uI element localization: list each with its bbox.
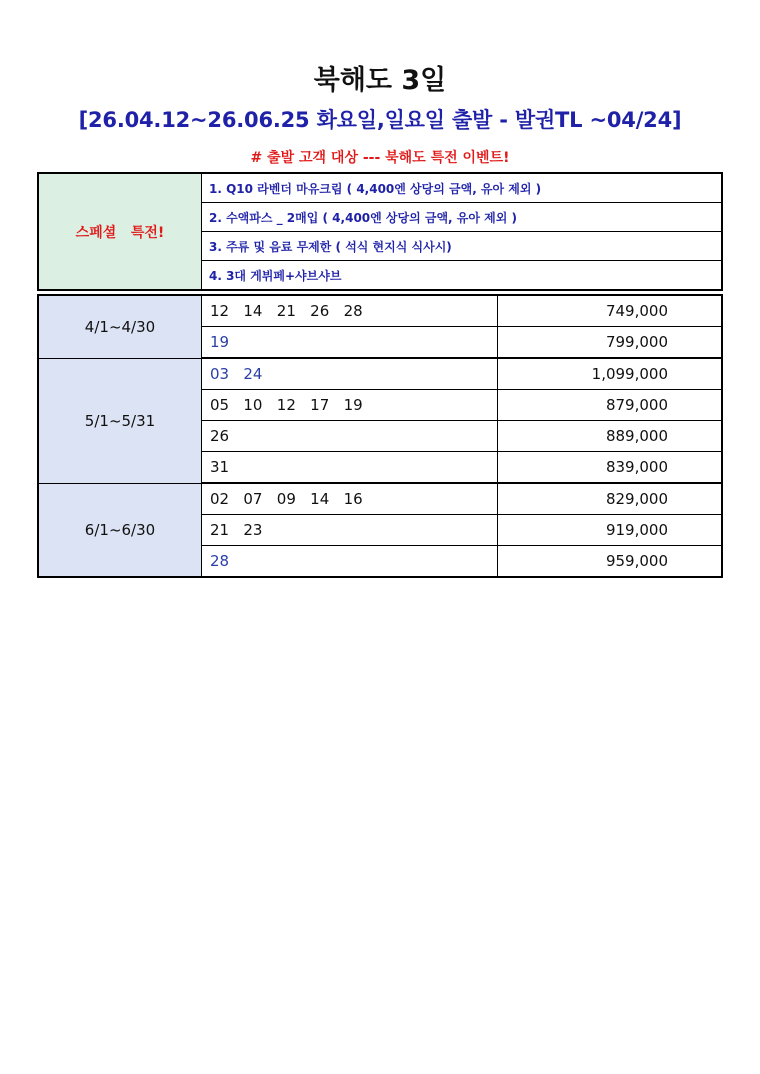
departure-dates: 03 24 (202, 358, 498, 390)
special-row (38, 173, 722, 203)
table-row (38, 358, 722, 390)
price-cell: 799,000 (498, 327, 723, 359)
period-cell: 6/1~6/30 (38, 483, 202, 577)
page-subtitle: [26.04.12~26.06.25 화요일,일요일 출발 - 발권TL ~04/24] (78, 108, 682, 132)
departure-dates: 28 (202, 546, 498, 578)
price-cell: 879,000 (498, 390, 723, 421)
price-table (37, 294, 723, 578)
price-cell: 889,000 (498, 421, 723, 452)
price-cell: 919,000 (498, 515, 723, 546)
special-benefit-item: 1. Q10 라벤더 마유크림 ( 4,400엔 상당의 금액, 유아 제외 ) (202, 173, 723, 203)
departure-dates: 05 10 12 17 19 (202, 390, 498, 421)
special-benefit-item: 3. 주류 및 음료 무제한 ( 석식 현지식 식사시) (202, 232, 723, 261)
departure-dates: 12 14 21 26 28 (202, 295, 498, 327)
table-row (38, 295, 722, 327)
event-notice: # 출발 고객 대상 --- 북해도 특전 이벤트! (250, 150, 510, 166)
price-cell: 959,000 (498, 546, 723, 578)
departure-dates: 02 07 09 14 16 (202, 483, 498, 515)
special-benefits-label: 스페셜 특전! (38, 173, 202, 290)
period-cell: 5/1~5/31 (38, 358, 202, 483)
departure-dates: 31 (202, 452, 498, 484)
table-row (38, 483, 722, 515)
period-cell: 4/1~4/30 (38, 295, 202, 358)
price-cell: 749,000 (498, 295, 723, 327)
departure-dates: 26 (202, 421, 498, 452)
price-cell: 829,000 (498, 483, 723, 515)
departure-dates: 21 23 (202, 515, 498, 546)
price-cell: 1,099,000 (498, 358, 723, 390)
special-benefit-item: 2. 수액파스 _ 2매입 ( 4,400엔 상당의 금액, 유아 제외 ) (202, 203, 723, 232)
special-benefit-item: 4. 3대 게뷔페+샤브샤브 (202, 261, 723, 291)
price-cell: 839,000 (498, 452, 723, 484)
page-title: 북해도 3일 (313, 65, 447, 96)
departure-dates: 19 (202, 327, 498, 359)
special-benefits-table (37, 172, 723, 291)
